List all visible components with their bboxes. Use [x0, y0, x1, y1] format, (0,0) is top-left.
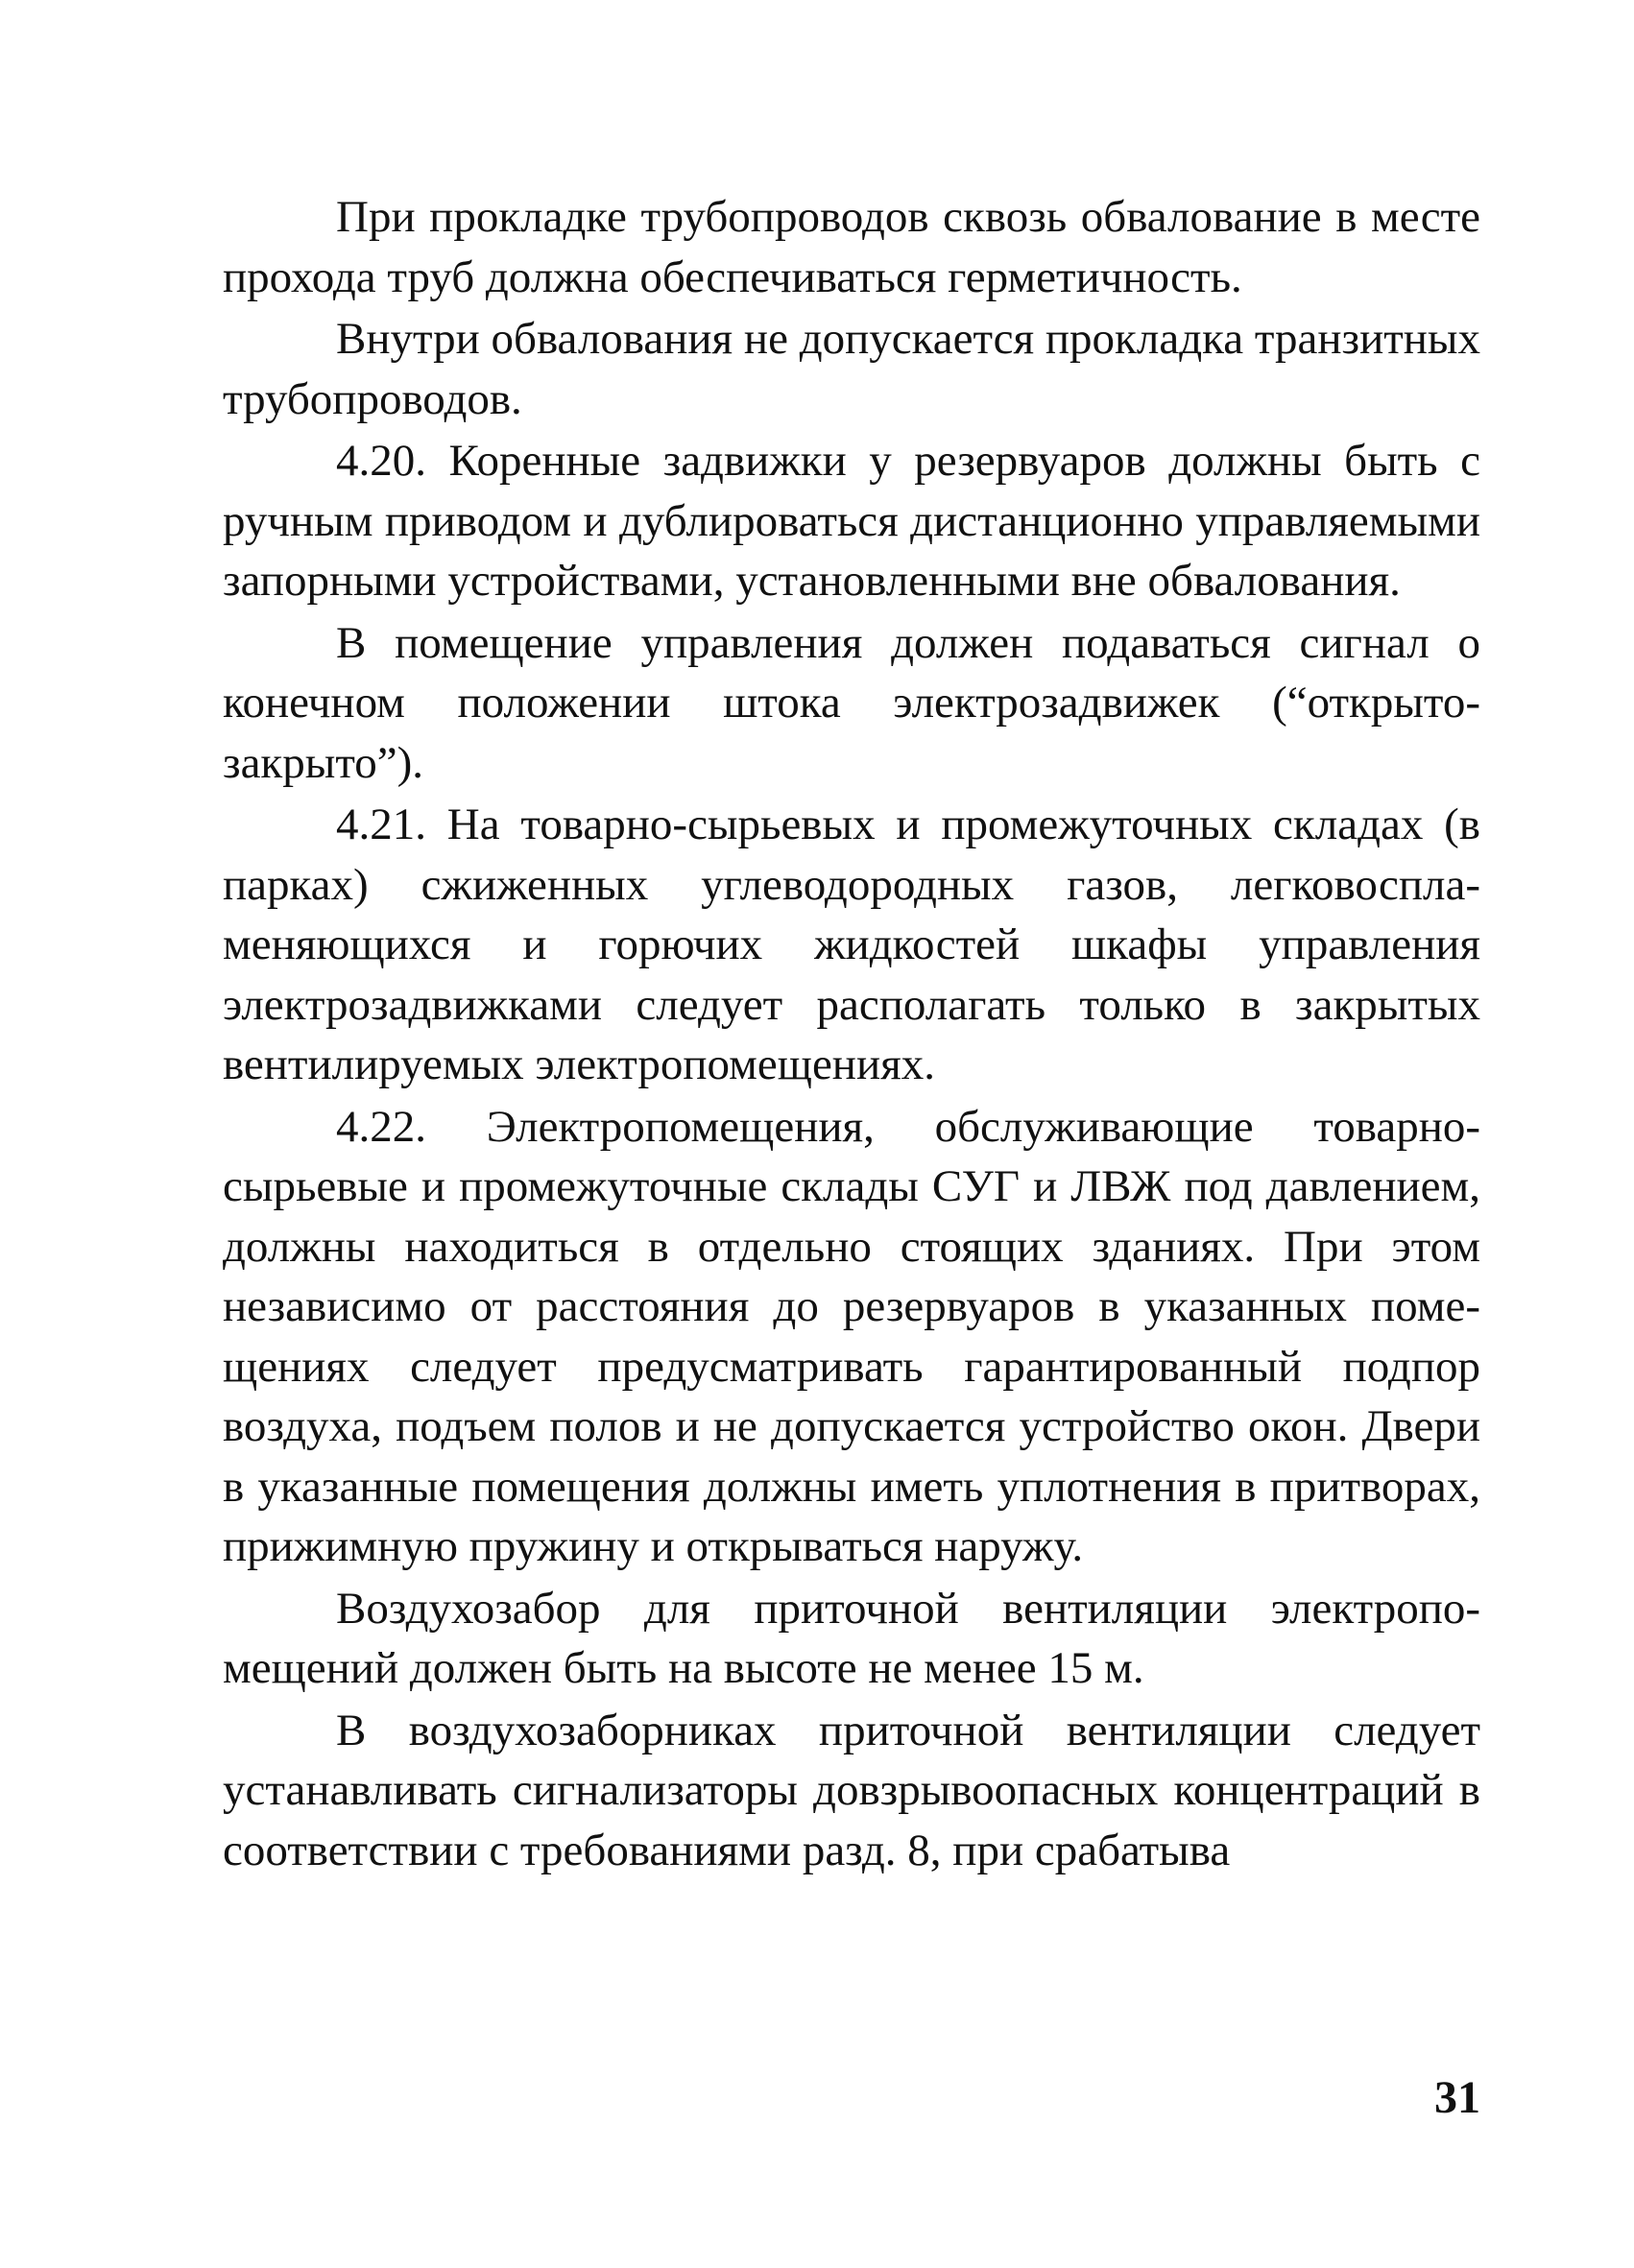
- paragraph: Воздухозабор для приточной вентиляции электропомещений должен быть на высоте не менее 15 м.: [223, 1583, 1480, 1693]
- paragraph: В помещение управления должен подаваться сигнал о конечном положении штока электрозадвижек (“открыто-закрыто”).: [223, 617, 1480, 788]
- paragraph: 4.22. Электропомещения, обслуживающие товарно-сырьевые и промежуточные склады СУГ и ЛВЖ под давлением, должны находиться в отдельно стоящих зданиях. При этом независимо от расстояния до резервуаров в указанных помещениях следует предусматривать гарантированный подпор воздуха, подъем полов и не допускается устройство окон. Двери в указанные помещения должны иметь уплотнения в притворах, прижимную пружину и открываться наружу.: [223, 1101, 1480, 1571]
- paragraph: 4.21. На товарно-сырьевых и промежуточных складах (в парках) сжиженных углеводородных газов, легковоспламеняющихся и горючих жидкостей шкафы управления электрозадвижками следует располагать только в закрытых вентилируемых электропомещениях.: [223, 800, 1480, 1089]
- page-number: 31: [1434, 2072, 1480, 2123]
- paragraph: 4.20. Коренные задвижки у резервуаров должны быть с ручным приводом и дублироваться дистанционно управляемыми запорными устройствами, установленными вне обвалования.: [223, 436, 1480, 606]
- document-body: [223, 187, 1480, 1882]
- paragraph: Внутри обвалования не допускается прокладка транзитных трубопроводов.: [223, 314, 1480, 424]
- paragraph: В воздухозаборниках приточной вентиляции следует устанавливать сигнализаторы довзрывоопасных концентраций в соответствии с требованиями разд. 8, при срабатыва: [223, 1705, 1480, 1875]
- paragraph: При прокладке трубопроводов сквозь обвалование в месте прохода труб должна обеспечиваться герметичность.: [223, 192, 1480, 302]
